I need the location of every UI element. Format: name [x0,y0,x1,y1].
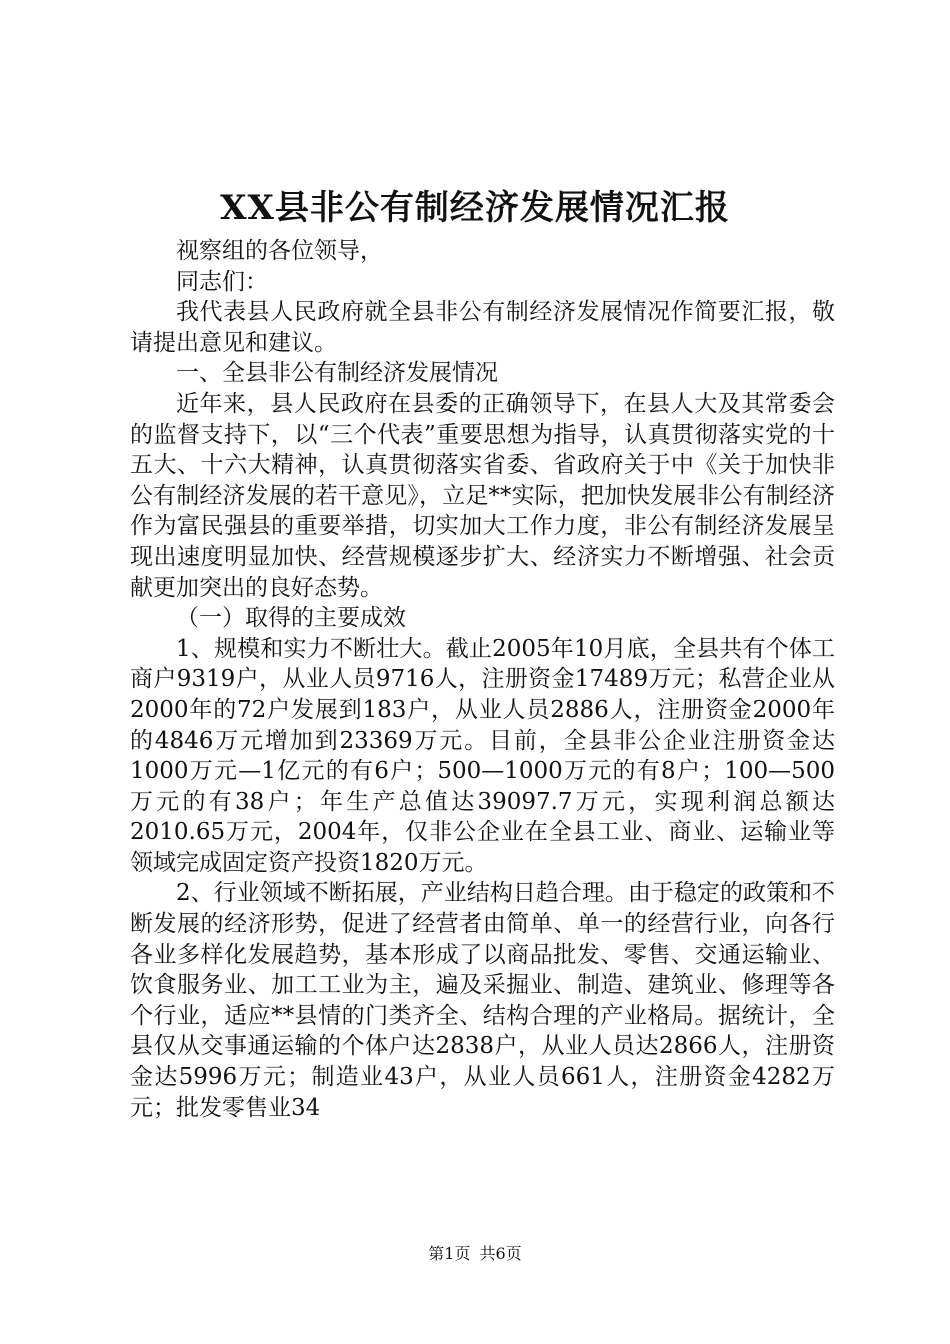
intro-paragraph: 我代表县人民政府就全县非公有制经济发展情况作简要汇报，敬请提出意见和建议。 [130,299,835,356]
page-number: 第1页 [428,1244,471,1263]
industry-structure-paragraph: 2、行业领域不断拓展，产业结构日趋合理。由于稳定的政策和不断发展的经济形势，促进了经营者由简单、单一的经营行业，向各行各业多样化发展趋势，基本形成了以商品批发、零售、交通运输业、饮食服务业、加工工业为主，遍及采掘业、制造、建筑业、修理等各个行业，适应**县情的门类齐全、结构合理的产业格局。据统计，全县仅从交事通运输的个体户达2838户，从业人员达2866人，注册资金达5996万元；制造业43户，从业人员661人，注册资金4282万元；批发零售业34 [130,880,835,1121]
scale-strength-paragraph: 1、规模和实力不断壮大。截止2005年10月底，全县共有个体工商户9319户，从业人员9716人，注册资金17489万元；私营企业从2000年的72户发展到183户，从业人员2886人，注册资金2000年的4846万元增加到23369万元。目前，全县非公企业注册资金达1000万元—1亿元的有6户；500—1000万元的有8户；100—500万元的有38户；年生产总值达39097.7万元，实现利润总额达2010.65万元，2004年，仅非公企业在全县工业、商业、运输业等领域完成固定资产投资1820万元。 [130,635,835,876]
document-title: XX县非公有制经济发展情况汇报 [220,188,730,228]
document-body [130,236,835,1123]
subsection-heading-achievements: （一）取得的主要成效 [176,605,406,632]
salutation-leaders: 视察组的各位领导， [176,238,383,264]
page-total: 共6页 [479,1244,522,1263]
overview-paragraph: 近年来，县人民政府在县委的正确领导下，在县人大及其常委会的监督支持下，以“三个代表”重要思想为指导，认真贯彻落实党的十五大、十六大精神，认真贯彻落实省委、省政府关于中《关于加快非公有制经济发展的若干意见》，立足**实际，把加快发展非公有制经济作为富民强县的重要举措，切实加大工作力度，非公有制经济发展呈现出速度明显加快、经营规模逐步扩大、经济实力不断增强、社会贡献更加突出的良好态势。 [130,390,835,601]
page-footer [0,1242,950,1266]
section-heading-1: 一、全县非公有制经济发展情况 [176,360,498,387]
salutation-comrades: 同志们： [176,268,268,295]
